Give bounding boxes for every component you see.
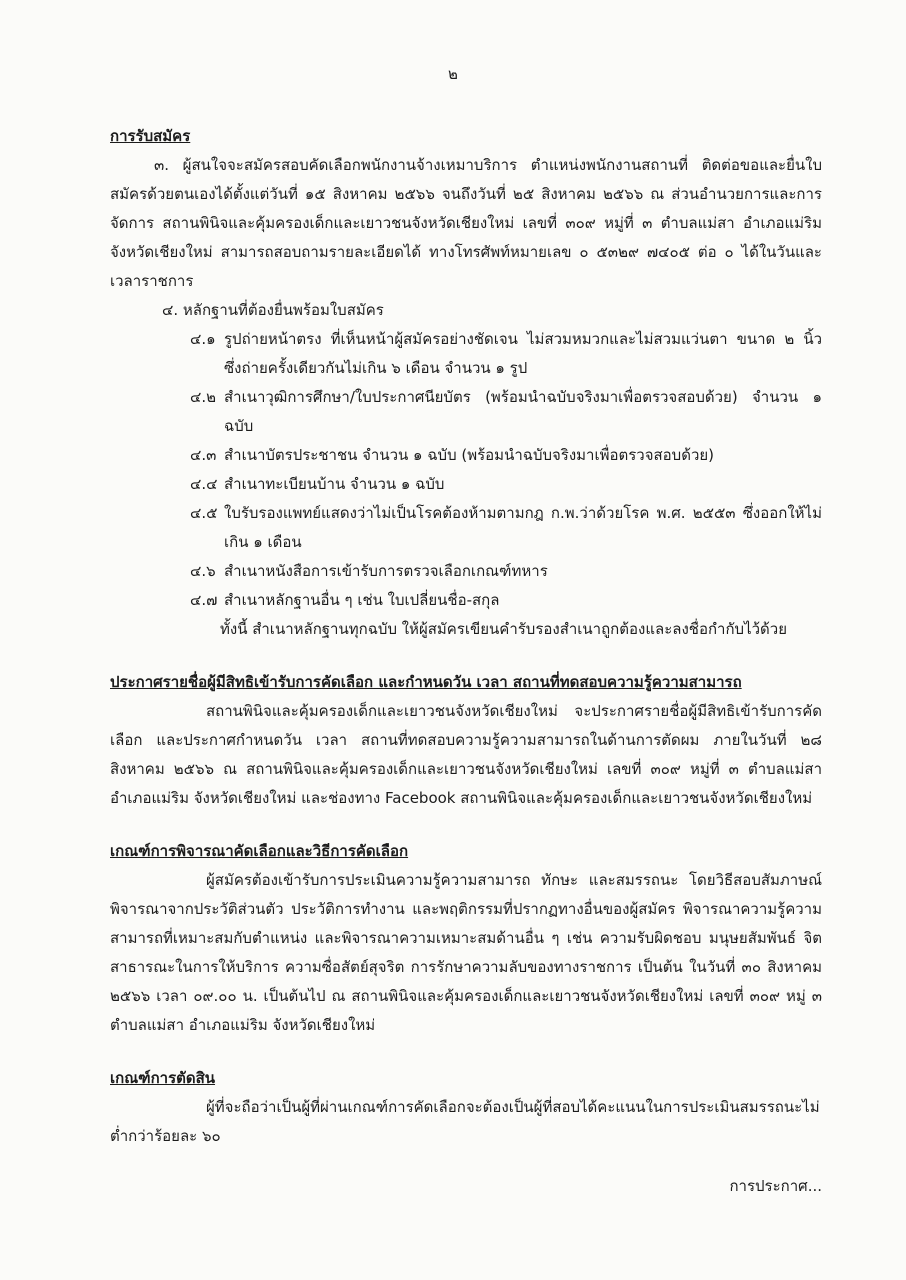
list-item-number: ๔.๕ xyxy=(190,504,218,522)
section-heading-criteria: เกณฑ์การพิจารณาคัดเลือกและวิธีการคัดเลือก xyxy=(110,842,409,860)
list-item-text: สำเนาหลักฐานอื่น ๆ เช่น ใบเปลี่ยนชื่อ-สกุล xyxy=(224,591,500,609)
list-item-text: สำเนาทะเบียนบ้าน จำนวน ๑ ฉบับ xyxy=(224,475,445,493)
document-body xyxy=(110,122,822,1151)
item-4-documents: ๔. หลักฐานที่ต้องยื่นพร้อมใบสมัคร xyxy=(162,301,384,319)
list-item-text: ใบรับรองแพทย์แสดงว่าไม่เป็นโรคต้องห้ามตามกฎ ก.พ.ว่าด้วยโรค พ.ศ. ๒๕๕๓ ซึ่งออกให้ไม่เกิน ๑ เดือน xyxy=(224,504,822,551)
section-heading-judgement: เกณฑ์การตัดสิน xyxy=(110,1069,216,1087)
list-item xyxy=(190,557,822,586)
paragraph-criteria: ผู้สมัครต้องเข้ารับการประเมินความรู้ความสามารถ ทักษะ และสมรรถนะ โดยวิธีสอบสัมภาษณ์ พิจารณาจากประวัติส่วนตัว ประวัติการทำงาน และพฤติกรรมที่ปรากฏทางอื่นของผู้สมัคร พิจารณาความรู้ความสามารถที่เหมาะสมกับตำแหน่ง และพิจารณาความเหมาะสมด้านอื่น ๆ เช่น ความรับผิดชอบ มนุษยสัมพันธ์ จิตสาธารณะในการให้บริการ ความซื่อสัตย์สุจริต การรักษาความลับของทางราชการ เป็นต้น ในวันที่ ๓๐ สิงหาคม ๒๕๖๖ เวลา ๐๙.๐๐ น. เป็นต้นไป ณ สถานพินิจและคุ้มครองเด็กและเยาวชนจังหวัดเชียงใหม่ เลขที่ ๓๐๙ หมู่ ๓ ตำบลแม่สา อำเภอแม่ริม จังหวัดเชียงใหม่ xyxy=(110,871,822,1034)
list-item xyxy=(190,383,822,441)
list-item-number: ๔.๑ xyxy=(190,330,216,348)
list-item-number: ๔.๗ xyxy=(190,591,218,609)
list-item-text: สำเนาวุฒิการศึกษา/ใบประกาศนียบัตร (พร้อมนำฉบับจริงมาเพื่อตรวจสอบด้วย) จำนวน ๑ ฉบับ xyxy=(224,388,822,435)
section-heading-application: การรับสมัคร xyxy=(110,127,191,145)
list-item-number: ๔.๓ xyxy=(190,446,217,464)
list-item-number: ๔.๔ xyxy=(190,475,218,493)
page-number: ๒ xyxy=(448,65,458,83)
paragraph-application: ๓. ผู้สนใจจะสมัครสอบคัดเลือกพนักงานจ้างเหมาบริการ ตำแหน่งพนักงานสถานที่ ติดต่อขอและยื่นใบสมัครด้วยตนเองได้ตั้งแต่วันที่ ๑๕ สิงหาคม ๒๕๖๖ จนถึงวันที่ ๒๕ สิงหาคม ๒๕๖๖ ณ ส่วนอำนวยการและการจัดการ สถานพินิจและคุ้มครองเด็กและเยาวชนจังหวัดเชียงใหม่ เลขที่ ๓๐๙ หมู่ที่ ๓ ตำบลแม่สา อำเภอแม่ริม จังหวัดเชียงใหม่ สามารถสอบถามรายละเอียดได้ ทางโทรศัพท์หมายเลข ๐ ๕๓๒๙ ๗๔๐๕ ต่อ ๐ ได้ในวันและเวลาราชการ xyxy=(110,156,822,290)
documents-list xyxy=(190,325,822,615)
continuation-text: การประกาศ... xyxy=(729,1177,822,1195)
list-item xyxy=(190,441,822,470)
list-item xyxy=(190,325,822,383)
list-item xyxy=(190,470,822,499)
list-item xyxy=(190,586,822,615)
list-item-text: รูปถ่ายหน้าตรง ที่เห็นหน้าผู้สมัครอย่างชัดเจน ไม่สวมหมวกและไม่สวมแว่นตา ขนาด ๒ นิ้ว ซึ่งถ่ายครั้งเดียวกันไม่เกิน ๖ เดือน จำนวน ๑ รูป xyxy=(224,330,822,377)
section-heading-announcement: ประกาศรายชื่อผู้มีสิทธิเข้ารับการคัดเลือก และกำหนดวัน เวลา สถานที่ทดสอบความรู้ความสามารถ xyxy=(110,673,742,691)
list-item-text: สำเนาหนังสือการเข้ารับการตรวจเลือกเกณฑ์ทหาร xyxy=(224,562,548,580)
paragraph-judgement: ผู้ที่จะถือว่าเป็นผู้ที่ผ่านเกณฑ์การคัดเลือกจะต้องเป็นผู้ที่สอบได้คะแนนในการประเมินสมรรถนะไม่ต่ำกว่าร้อยละ ๖๐ xyxy=(110,1098,820,1145)
list-item-text: สำเนาบัตรประชาชน จำนวน ๑ ฉบับ (พร้อมนำฉบับจริงมาเพื่อตรวจสอบด้วย) xyxy=(224,446,715,464)
documents-note: ทั้งนี้ สำเนาหลักฐานทุกฉบับ ให้ผู้สมัครเขียนคำรับรองสำเนาถูกต้องและลงชื่อกำกับไว้ด้วย xyxy=(220,620,787,638)
list-item-number: ๔.๖ xyxy=(190,562,216,580)
list-item xyxy=(190,499,822,557)
list-item-number: ๔.๒ xyxy=(190,388,217,406)
paragraph-announcement: สถานพินิจและคุ้มครองเด็กและเยาวชนจังหวัดเชียงใหม่ จะประกาศรายชื่อผู้มีสิทธิเข้ารับการคัดเลือก และประกาศกำหนดวัน เวลา สถานที่ทดสอบความรู้ความสามารถในด้านการตัดผม ภายในวันที่ ๒๘ สิงหาคม ๒๕๖๖ ณ สถานพินิจและคุ้มครองเด็กและเยาวชนจังหวัดเชียงใหม่ เลขที่ ๓๐๙ หมู่ที่ ๓ ตำบลแม่สา อำเภอแม่ริม จังหวัดเชียงใหม่ และช่องทาง Facebook สถานพินิจและคุ้มครองเด็กและเยาวชนจังหวัดเชียงใหม่ xyxy=(110,702,822,807)
